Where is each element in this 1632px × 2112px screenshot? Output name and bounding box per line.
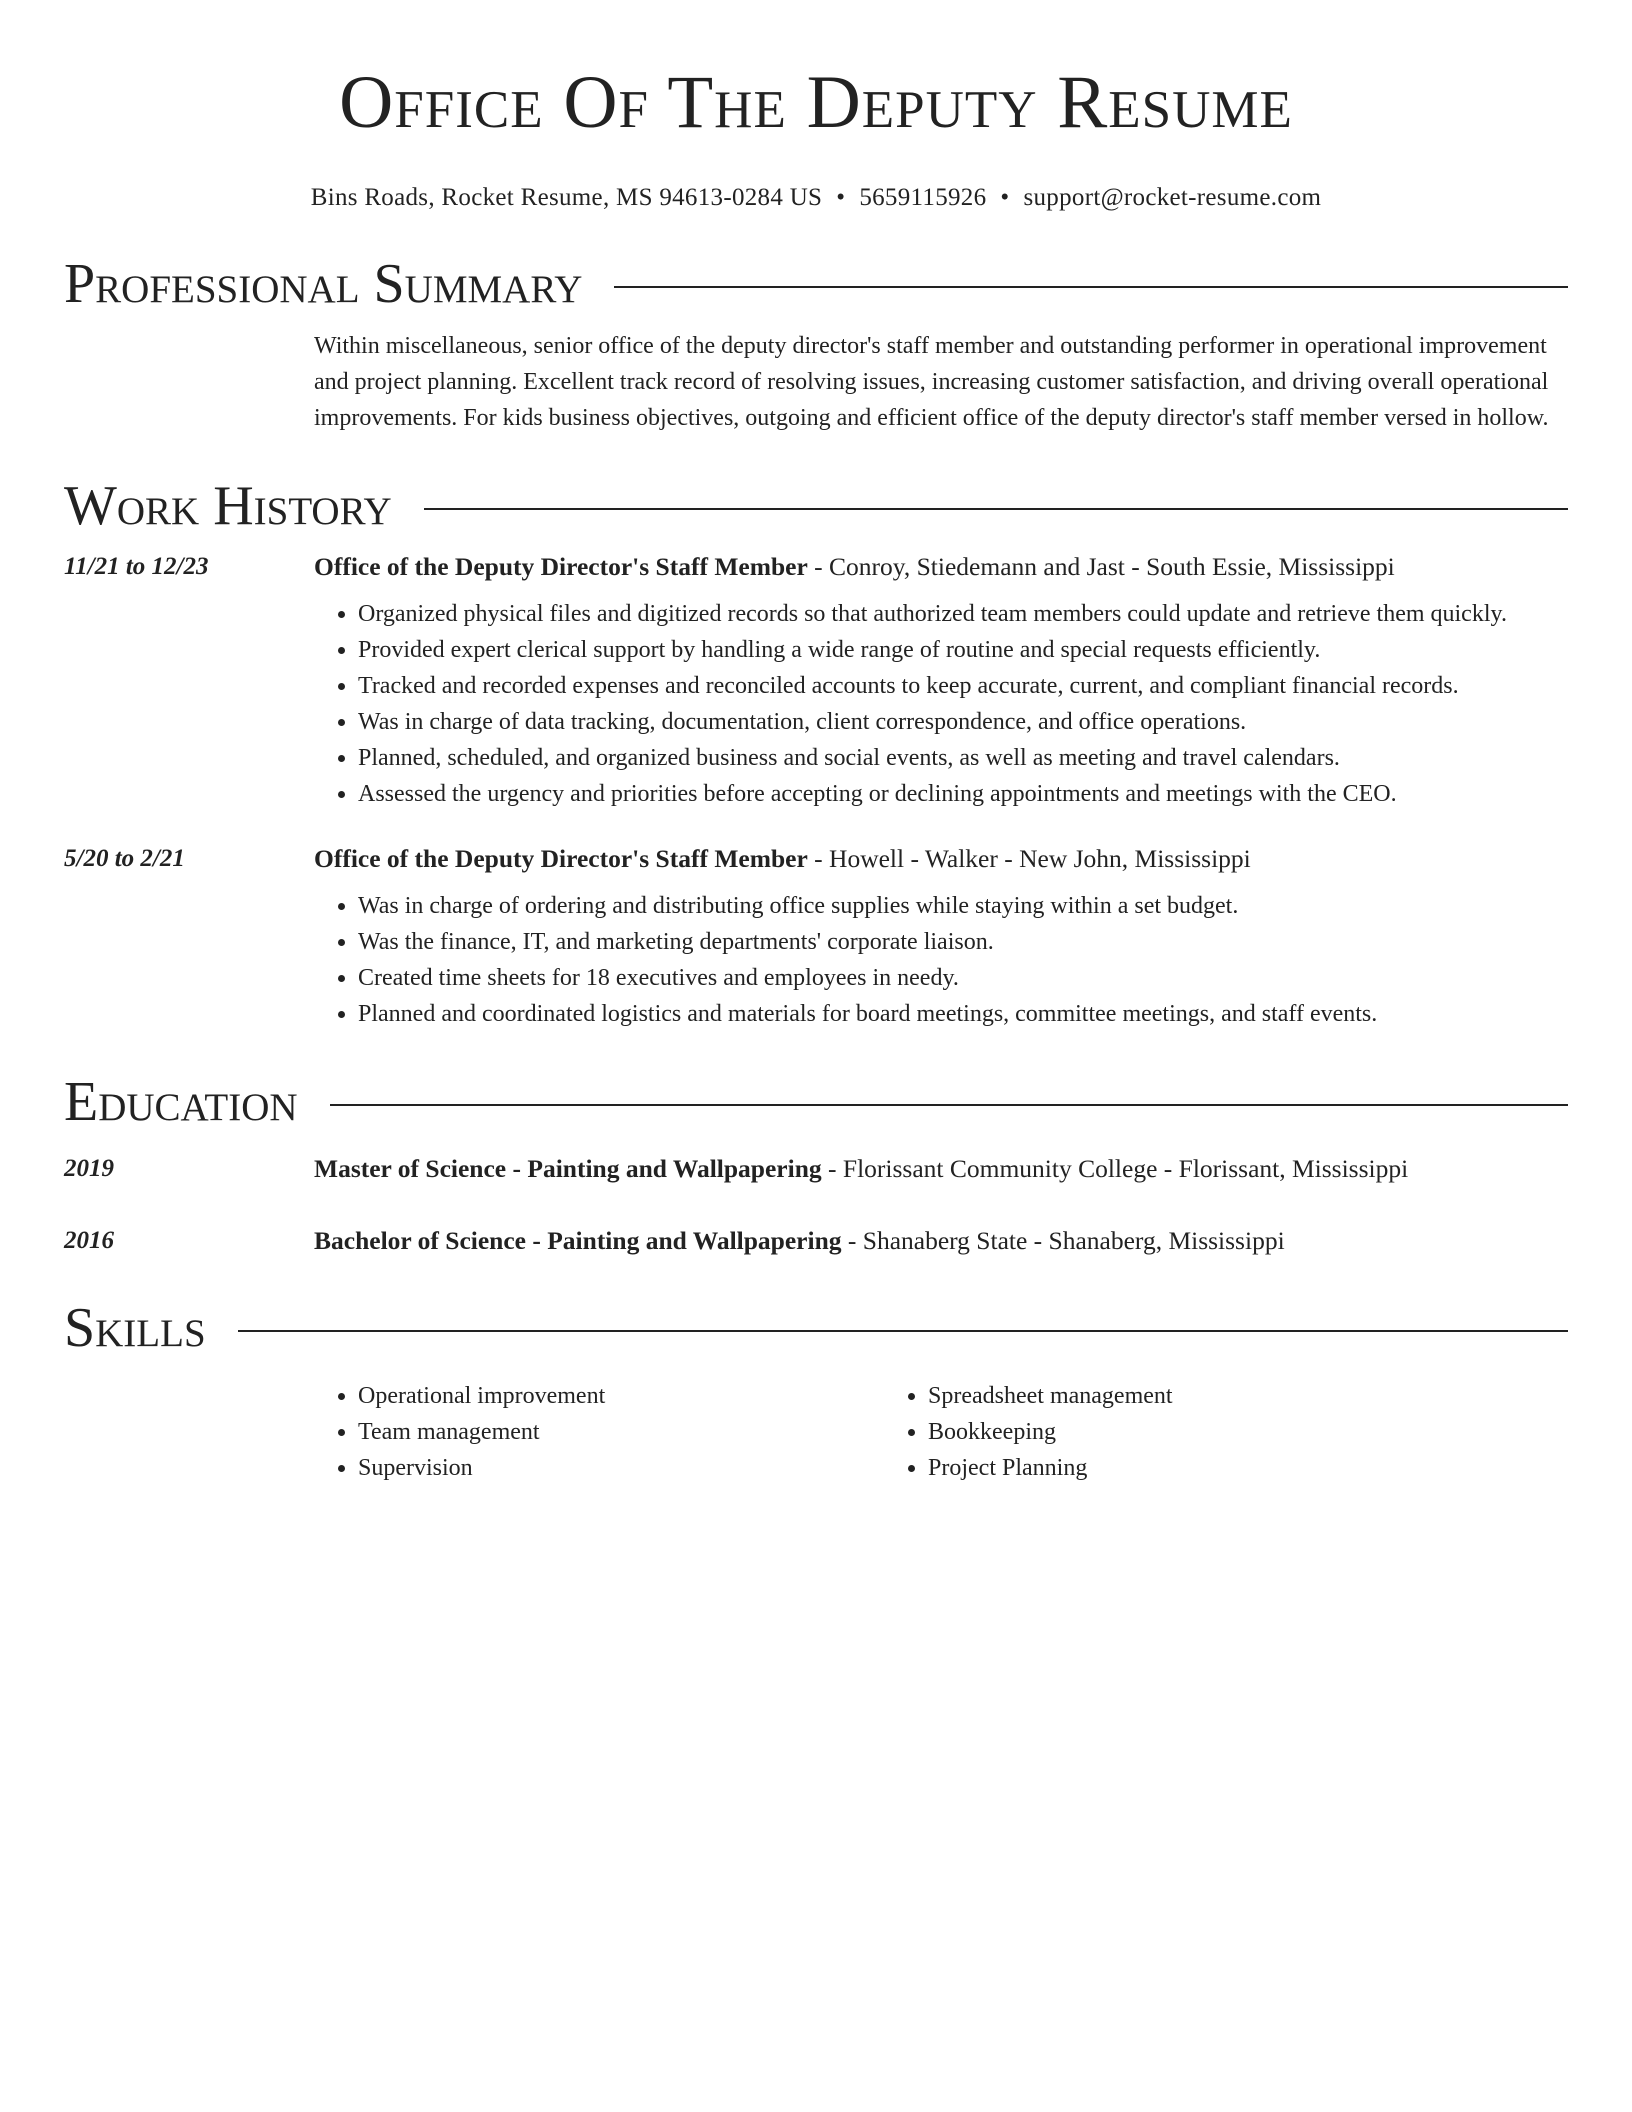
job-bullet: • Assessed the urgency and priorities before accepting or declining appointments and meetings with the CEO. — [358, 776, 1568, 812]
skill-item: • Bookkeeping — [928, 1414, 1454, 1450]
summary-text: Within miscellaneous, senior office of the deputy director's staff member and outstanding performer in operational improvement and project planning. Excellent track record of resolving issues, increasing customer satisfaction, and driving overall operational improvements. For kids business objectives, outgoing and efficient office of the deputy director's staff member versed in hollow. — [314, 333, 1549, 431]
job-bullet: • Was in charge of data tracking, documentation, client correspondence, and office operations. — [358, 704, 1568, 740]
job-details — [314, 842, 1568, 1032]
job-title: Office of the Deputy Director's Staff Member — [314, 844, 808, 873]
job-title-line — [314, 550, 1568, 584]
skills-spacer — [64, 1360, 314, 1486]
skills-row — [64, 1360, 1568, 1486]
skills-list-right — [884, 1378, 1454, 1486]
job-details — [314, 550, 1568, 812]
skill-item: • Project Planning — [928, 1450, 1454, 1486]
education-school: - Shanaberg State - Shanaberg, Mississippi — [841, 1226, 1285, 1255]
education-year: 2019 — [64, 1155, 114, 1182]
education-details — [314, 1152, 1568, 1186]
job-bullets — [314, 596, 1568, 812]
job-bullet: • Was the finance, IT, and marketing departments' corporate liaison. — [358, 924, 1568, 960]
summary-heading: Professional Summary — [64, 253, 583, 315]
job-title-line — [314, 842, 1568, 876]
skill-item: • Team management — [358, 1414, 884, 1450]
work-heading: Work History — [64, 475, 392, 537]
education-degree: Master of Science - Painting and Wallpapering — [314, 1154, 822, 1183]
job-dates: 11/21 to 12/23 — [64, 553, 209, 580]
education-section-header — [64, 1070, 1568, 1134]
job-bullet: • Organized physical files and digitized records so that authorized team members could update and retrieve them quickly. — [358, 596, 1568, 632]
summary-spacer — [64, 328, 314, 436]
contact-line — [64, 182, 1568, 214]
contact-email: support@rocket-resume.com — [1023, 184, 1322, 211]
job-title: Office of the Deputy Director's Staff Member — [314, 552, 808, 581]
summary-section-header — [64, 252, 1568, 316]
education-heading: Education — [64, 1071, 298, 1133]
section-divider — [330, 1104, 1568, 1106]
education-entry — [64, 1152, 1568, 1186]
contact-separator: • — [1000, 184, 1010, 211]
education-degree: Bachelor of Science - Painting and Wallpapering — [314, 1226, 842, 1255]
job-bullet: • Was in charge of ordering and distributing office supplies while staying within a set budget. — [358, 888, 1568, 924]
skills-list-left — [314, 1378, 884, 1486]
job-bullet: • Planned and coordinated logistics and materials for board meetings, committee meetings, and staff events. — [358, 996, 1568, 1032]
summary-row — [64, 328, 1568, 436]
education-entry — [64, 1224, 1568, 1258]
job-bullet: • Planned, scheduled, and organized business and social events, as well as meeting and travel calendars. — [358, 740, 1568, 776]
education-school: - Florissant Community College - Florissant, Mississippi — [821, 1154, 1409, 1183]
skills-section-header — [64, 1296, 1568, 1360]
job-bullets — [314, 888, 1568, 1032]
skill-item: • Spreadsheet management — [928, 1378, 1454, 1414]
section-divider — [238, 1330, 1568, 1332]
job-entry — [64, 842, 1568, 1032]
section-divider — [614, 286, 1568, 288]
job-entry — [64, 550, 1568, 812]
skill-item: • Supervision — [358, 1450, 884, 1486]
skills-heading: Skills — [64, 1297, 206, 1359]
job-company: - Conroy, Stiedemann and Jast - South Essie, Mississippi — [807, 552, 1395, 581]
skills-grid — [314, 1378, 1454, 1486]
education-year: 2016 — [64, 1227, 114, 1254]
contact-separator: • — [836, 184, 846, 211]
resume-title: Office Of The Deputy Resume — [339, 61, 1293, 144]
skill-item: • Operational improvement — [358, 1378, 884, 1414]
work-section-header — [64, 474, 1568, 538]
job-bullet: • Created time sheets for 18 executives and employees in needy. — [358, 960, 1568, 996]
job-dates: 5/20 to 2/21 — [64, 845, 185, 872]
job-company: - Howell - Walker - New John, Mississippi — [807, 844, 1251, 873]
contact-phone: 5659115926 — [859, 184, 987, 211]
section-divider — [424, 508, 1568, 510]
contact-address: Bins Roads, Rocket Resume, MS 94613-0284 US — [310, 184, 823, 211]
job-bullet: • Provided expert clerical support by handling a wide range of routine and special requests efficiently. — [358, 632, 1568, 668]
education-details — [314, 1224, 1568, 1258]
job-bullet: • Tracked and recorded expenses and reconciled accounts to keep accurate, current, and compliant financial records. — [358, 668, 1568, 704]
